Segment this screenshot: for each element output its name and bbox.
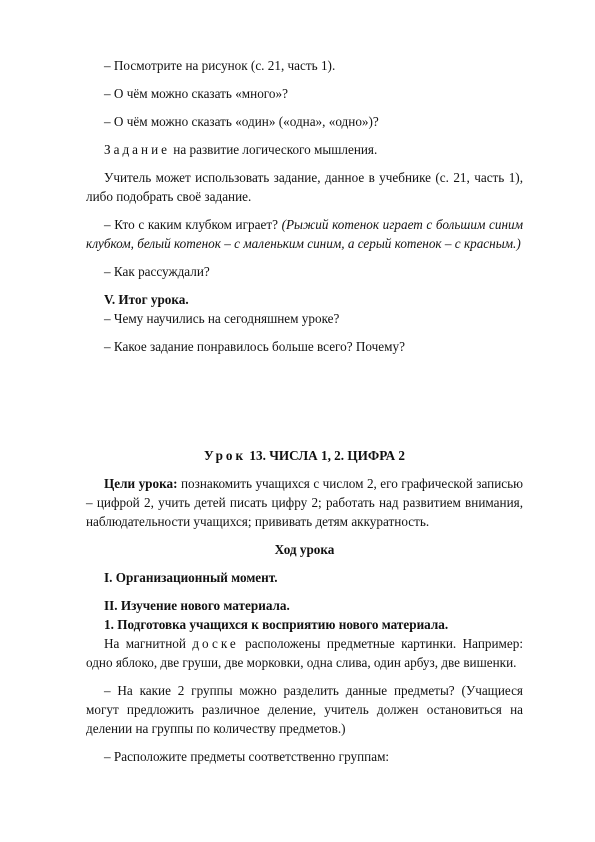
section-new-material: II. Изучение нового материала. (104, 598, 290, 613)
lesson-course-heading: Ход урока (274, 542, 335, 557)
board-intro: На магнитной (104, 636, 186, 651)
grouping-question-paragraph: – На какие 2 группы можно разделить данные предметы? (Учащиеся могут предложить различное деление, учитель должен остановиться на делении на группы по количеству предметов.) (86, 683, 523, 736)
goals-label: Цели урока: (104, 476, 178, 491)
lesson-word: Урок (204, 448, 247, 463)
section-summary-heading: V. Итог урока. (104, 292, 189, 307)
question-how-reasoned: – Как рассуждали? (104, 264, 210, 279)
question-liked-task: – Какое задание понравилось больше всего? Почему? (104, 339, 405, 354)
lesson-heading (86, 446, 523, 465)
page-content (86, 56, 523, 766)
kitten-question-paragraph (86, 215, 523, 253)
task-word-spaced: Задание (104, 142, 170, 157)
question-many: – О чём можно сказать «много»? (104, 86, 288, 101)
arrange-instruction: – Расположите предметы соответственно группам: (104, 749, 390, 764)
question-one: – О чём можно сказать «один» («одна», «одно»)? (104, 114, 379, 129)
kitten-question: – Кто с каким клубком играет? (104, 217, 278, 232)
lesson-goals-paragraph (86, 474, 523, 531)
question-learned: – Чему научились на сегодняшнем уроке? (104, 311, 340, 326)
section-org-moment: I. Организационный момент. (104, 570, 278, 585)
kitten-answer: (Рыжий котенок играет с большим синим клубком, белый котенок – с маленьким синим, а серый котенок – с красным.) (86, 217, 524, 251)
board-word-spaced: доске (192, 636, 239, 651)
lesson-title: 13. ЧИСЛА 1, 2. ЦИФРА 2 (249, 448, 405, 463)
teacher-note-paragraph: Учитель может использовать задание, данное в учебнике (с. 21, часть 1), либо подобрать своё задание. (86, 170, 523, 204)
task-rest-text: на развитие логического мышления. (173, 142, 378, 157)
subsection-preparation: 1. Подготовка учащихся к восприятию нового материала. (104, 617, 449, 632)
magnetic-board-paragraph (86, 634, 523, 672)
goals-text: познакомить учащихся с числом 2, его графической записью – цифрой 2, учить детей писать цифру 2; работать над развитием внимания, наблюдательности учащихся; прививать детям аккуратность. (86, 476, 523, 529)
board-rest: расположены предметные картинки. Например: одно яблоко, две груши, две морковки, одна слива, один арбуз, две вишенки. (86, 636, 524, 670)
question-look-at-picture: – Посмотрите на рисунок (с. 21, часть 1). (104, 58, 336, 73)
logic-task-paragraph (86, 140, 523, 159)
